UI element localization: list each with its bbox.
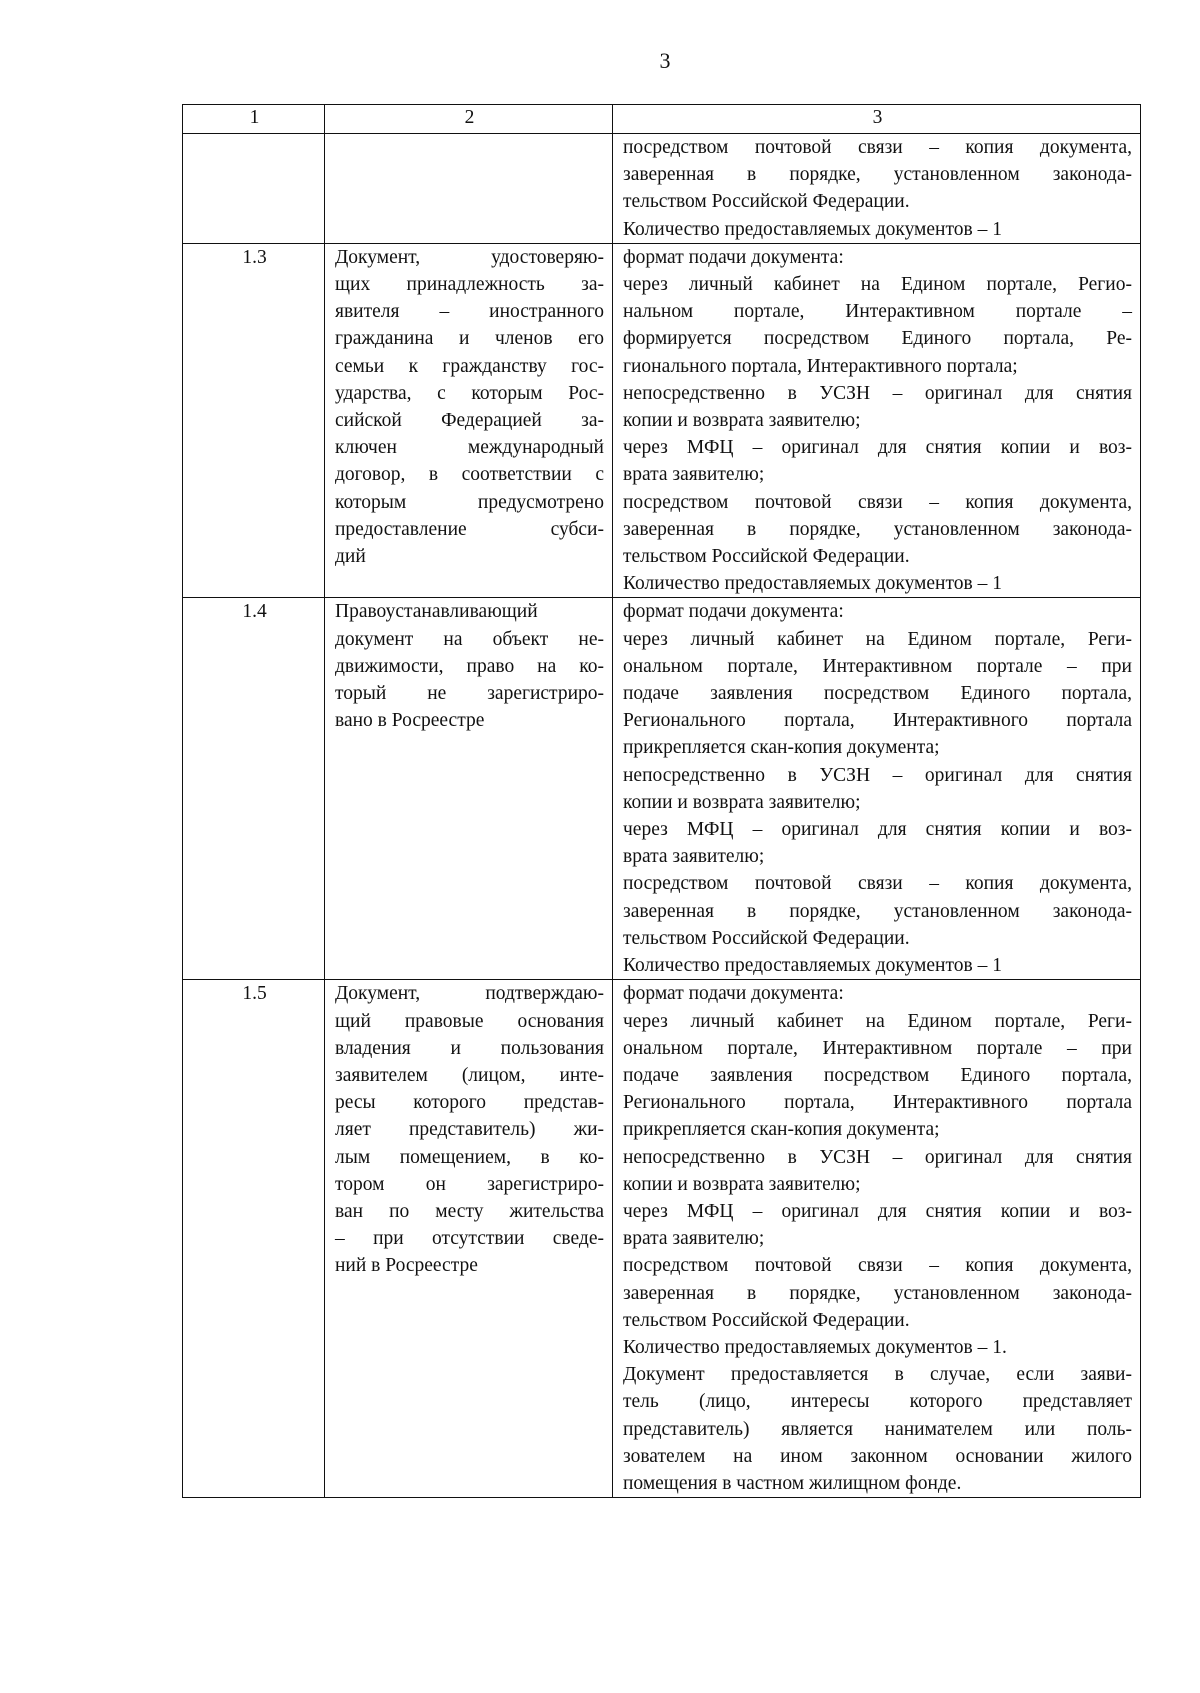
document-name-line: дий xyxy=(335,546,366,568)
document-name-line: ключен международный xyxy=(335,437,604,459)
table-header-row xyxy=(183,105,1141,134)
submission-details-line: непосредственно в УСЗН – оригинал для снятия xyxy=(623,382,1132,404)
submission-details-line: зователем на ином законном основании жилого xyxy=(623,1445,1132,1467)
submission-details-line: посредством почтовой связи – копия документа, xyxy=(623,491,1132,513)
submission-details-line: через личный кабинет на Едином портале, Реги- xyxy=(623,628,1132,650)
submission-details-line: непосредственно в УСЗН – оригинал для снятия xyxy=(623,764,1132,786)
table-body xyxy=(183,134,1141,1498)
submission-details-line: формируется посредством Единого портала, Ре- xyxy=(623,328,1132,350)
column-header-2: 2 xyxy=(325,105,613,134)
submission-details-line: Количество предоставляемых документов – 1 xyxy=(623,955,1002,977)
submission-details-line: заверенная в порядке, установленном законода- xyxy=(623,1282,1132,1304)
document-name-line: которым предусмотрено xyxy=(335,491,604,513)
document-name-cell xyxy=(325,243,613,598)
document-name-line: лым помещением, в ко- xyxy=(335,1146,604,1168)
submission-details-line: Регионального портала, Интерактивного портала xyxy=(623,710,1132,732)
row-number-cell: 1.4 xyxy=(183,598,325,980)
submission-details-line: через МФЦ – оригинал для снятия копии и воз- xyxy=(623,1200,1132,1222)
document-name-line: торый не зарегистриро- xyxy=(335,683,604,705)
submission-details-line: прикрепляется скан-копия документа; xyxy=(623,737,940,759)
column-header-1: 1 xyxy=(183,105,325,134)
submission-details-cell xyxy=(613,243,1141,598)
document-name-line: гражданина и членов его xyxy=(335,328,604,350)
document-name-line: сийской Федерацией за- xyxy=(335,410,604,432)
page-number: 3 xyxy=(659,48,671,73)
submission-details-line: формат подачи документа: xyxy=(623,983,844,1005)
document-name-line: договор, в соответствии с xyxy=(335,464,604,486)
document-name-line: семьи к гражданству гос- xyxy=(335,355,604,377)
submission-details-line: заверенная в порядке, установленном законода- xyxy=(623,518,1132,540)
document-name-line: документ на объект не- xyxy=(335,628,604,650)
submission-details-line: гионального портала, Интерактивного портала; xyxy=(623,355,1018,377)
submission-details-line: Количество предоставляемых документов – 1. xyxy=(623,1336,1007,1358)
row-number-cell xyxy=(183,134,325,244)
submission-details-line: через МФЦ – оригинал для снятия копии и воз- xyxy=(623,819,1132,841)
submission-details-line: копии и возврата заявителю; xyxy=(623,410,861,432)
document-name-line: владения и пользования xyxy=(335,1037,604,1059)
row-number-cell: 1.3 xyxy=(183,243,325,598)
submission-details-line: врата заявителю; xyxy=(623,1228,765,1250)
document-name-line: Документ, удостоверяю- xyxy=(335,246,604,268)
submission-details-line: формат подачи документа: xyxy=(623,246,844,268)
document-name-cell xyxy=(325,134,613,244)
document-name-line: ударства, с которым Рос- xyxy=(335,382,604,404)
document-name-line: ресы которого представ- xyxy=(335,1092,604,1114)
document-table xyxy=(182,104,1141,1498)
document-name-line: Документ, подтверждаю- xyxy=(335,983,604,1005)
document-name-line: Правоустанавливающий xyxy=(335,601,538,623)
submission-details-line: представитель) является нанимателем или поль- xyxy=(623,1418,1132,1440)
document-name-line: ляет представитель) жи- xyxy=(335,1119,604,1141)
document-name-line: заявителем (лицом, инте- xyxy=(335,1064,604,1086)
document-name-line: движимости, право на ко- xyxy=(335,655,604,677)
document-name-cell xyxy=(325,980,613,1498)
document-name-line: тором он зарегистриро- xyxy=(335,1173,604,1195)
submission-details-line: посредством почтовой связи – копия документа, xyxy=(623,1255,1132,1277)
column-header-3: 3 xyxy=(613,105,1141,134)
submission-details-line: ональном портале, Интерактивном портале – при xyxy=(623,1037,1132,1059)
submission-details-line: тельством Российской Федерации. xyxy=(623,191,910,213)
submission-details-line: непосредственно в УСЗН – оригинал для снятия xyxy=(623,1146,1132,1168)
submission-details-line: помещения в частном жилищном фонде. xyxy=(623,1472,962,1494)
submission-details-line: ональном портале, Интерактивном портале – при xyxy=(623,655,1132,677)
submission-details-line: заверенная в порядке, установленном законода- xyxy=(623,164,1132,186)
document-name-line: явителя – иностранного xyxy=(335,301,604,323)
submission-details-cell xyxy=(613,134,1141,244)
document-name-line: вано в Росреестре xyxy=(335,710,485,732)
submission-details-line: тель (лицо, интересы которого представляет xyxy=(623,1391,1132,1413)
row-number-cell: 1.5 xyxy=(183,980,325,1498)
document-name-line: щий правовые основания xyxy=(335,1010,604,1032)
submission-details-line: тельством Российской Федерации. xyxy=(623,1309,910,1331)
document-name-line: ний в Росреестре xyxy=(335,1255,478,1277)
submission-details-line: врата заявителю; xyxy=(623,846,765,868)
submission-details-line: прикрепляется скан-копия документа; xyxy=(623,1119,940,1141)
submission-details-line: Количество предоставляемых документов – 1 xyxy=(623,218,1002,240)
table-row xyxy=(183,980,1141,1498)
submission-details-line: через личный кабинет на Едином портале, Реги- xyxy=(623,1010,1132,1032)
submission-details-line: посредством почтовой связи – копия документа, xyxy=(623,873,1132,895)
document-name-line: щих принадлежность за- xyxy=(335,274,604,296)
submission-details-line: копии и возврата заявителю; xyxy=(623,1173,861,1195)
submission-details-line: через личный кабинет на Едином портале, Регио- xyxy=(623,274,1132,296)
submission-details-line: Количество предоставляемых документов – 1 xyxy=(623,573,1002,595)
document-name-line: ван по месту жительства xyxy=(335,1200,604,1222)
submission-details-line: формат подачи документа: xyxy=(623,601,844,623)
submission-details-line: заверенная в порядке, установленном законода- xyxy=(623,900,1132,922)
table-row xyxy=(183,598,1141,980)
submission-details-line: тельством Российской Федерации. xyxy=(623,546,910,568)
submission-details-line: копии и возврата заявителю; xyxy=(623,791,861,813)
submission-details-line: тельством Российской Федерации. xyxy=(623,927,910,949)
table-row xyxy=(183,134,1141,244)
submission-details-line: Документ предоставляется в случае, если заяви- xyxy=(623,1364,1132,1386)
document-name-line: – при отсутствии сведе- xyxy=(335,1228,604,1250)
submission-details-cell xyxy=(613,980,1141,1498)
table-row xyxy=(183,243,1141,598)
document-name-cell xyxy=(325,598,613,980)
submission-details-line: врата заявителю; xyxy=(623,464,765,486)
submission-details-line: подаче заявления посредством Единого портала, xyxy=(623,683,1132,705)
submission-details-line: через МФЦ – оригинал для снятия копии и воз- xyxy=(623,437,1132,459)
submission-details-line: нальном портале, Интерактивном портале – xyxy=(623,301,1132,323)
submission-details-line: подаче заявления посредством Единого портала, xyxy=(623,1064,1132,1086)
submission-details-line: посредством почтовой связи – копия документа, xyxy=(623,137,1132,158)
document-name-line: предоставление субси- xyxy=(335,518,604,540)
submission-details-line: Регионального портала, Интерактивного портала xyxy=(623,1092,1132,1114)
submission-details-cell xyxy=(613,598,1141,980)
